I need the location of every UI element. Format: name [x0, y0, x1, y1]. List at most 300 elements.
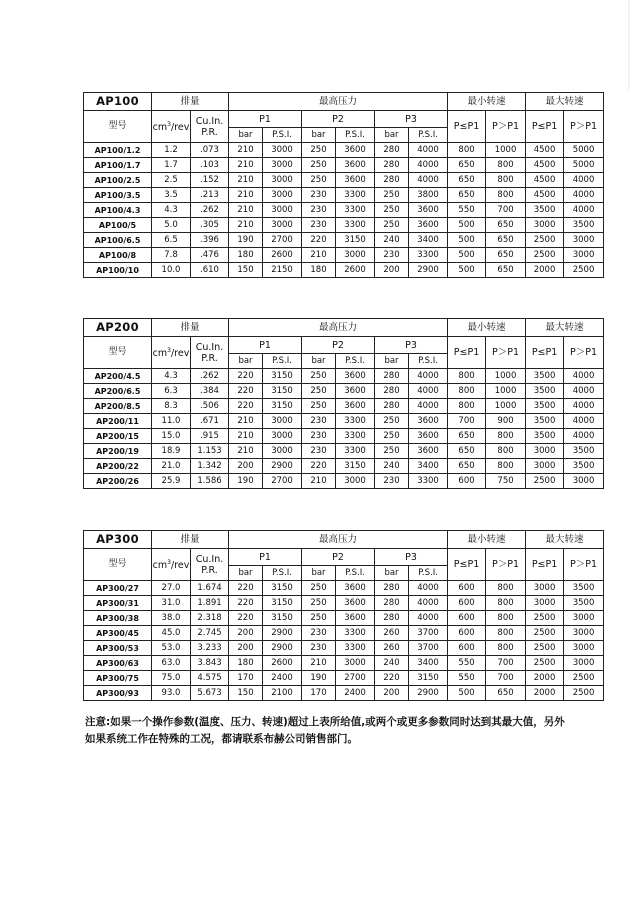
value-cell: 190 [302, 671, 336, 686]
value-cell: 900 [486, 414, 526, 429]
value-cell: 7.8 [152, 248, 191, 263]
value-cell: 250 [302, 158, 336, 173]
value-cell: 3150 [263, 399, 302, 414]
value-cell: 2500 [526, 474, 564, 489]
p2-bar-header: bar [302, 354, 336, 369]
table-row [84, 626, 604, 641]
value-cell: 2150 [263, 263, 302, 278]
table-row [84, 414, 604, 429]
table-row [84, 686, 604, 701]
value-cell: 260 [375, 641, 409, 656]
value-cell: 4500 [526, 173, 564, 188]
value-cell: 3500 [526, 384, 564, 399]
value-cell: 210 [302, 656, 336, 671]
max-speed-header: 最大转速 [526, 93, 604, 111]
value-cell: 2500 [526, 611, 564, 626]
value-cell: 250 [302, 369, 336, 384]
value-cell: 3000 [526, 444, 564, 459]
value-cell: 200 [229, 626, 263, 641]
value-cell: 250 [302, 399, 336, 414]
cuin-header: Cu.In. P.R. [191, 111, 229, 143]
table-row [84, 656, 604, 671]
value-cell: 260 [375, 626, 409, 641]
model-cell: AP200/26 [84, 474, 152, 489]
value-cell: .476 [191, 248, 229, 263]
table-row [84, 203, 604, 218]
value-cell: 3000 [564, 474, 604, 489]
value-cell: 550 [448, 203, 486, 218]
p3-bar-header: bar [375, 128, 409, 143]
p3-psi-header: P.S.I. [409, 354, 448, 369]
value-cell: 240 [375, 656, 409, 671]
model-cell: AP200/15 [84, 429, 152, 444]
value-cell: 4000 [564, 399, 604, 414]
table-row [84, 173, 604, 188]
value-cell: 240 [375, 233, 409, 248]
value-cell: 800 [448, 143, 486, 158]
value-cell: 800 [486, 581, 526, 596]
value-cell: 650 [486, 686, 526, 701]
p2-header: P2 [302, 549, 375, 566]
value-cell: 3000 [526, 581, 564, 596]
value-cell: 4.575 [191, 671, 229, 686]
value-cell: 2700 [263, 474, 302, 489]
value-cell: 800 [486, 444, 526, 459]
value-cell: 210 [229, 414, 263, 429]
table-row [84, 671, 604, 686]
value-cell: 230 [302, 429, 336, 444]
value-cell: 3300 [336, 188, 375, 203]
table-row [84, 248, 604, 263]
model-cell: AP300/31 [84, 596, 152, 611]
value-cell: 3000 [263, 203, 302, 218]
value-cell: .396 [191, 233, 229, 248]
value-cell: 3000 [564, 611, 604, 626]
p1-psi-header: P.S.I. [263, 128, 302, 143]
value-cell: 230 [302, 188, 336, 203]
p2-psi-header: P.S.I. [336, 566, 375, 581]
value-cell: 1000 [486, 399, 526, 414]
series-title: AP100 [84, 93, 152, 111]
max-speed-gt-p1: P＞P1 [564, 111, 604, 143]
value-cell: 4000 [409, 581, 448, 596]
model-cell: AP200/4.5 [84, 369, 152, 384]
value-cell: 3000 [564, 248, 604, 263]
model-cell: AP300/38 [84, 611, 152, 626]
value-cell: 3150 [409, 671, 448, 686]
value-cell: .262 [191, 203, 229, 218]
p1-bar-header: bar [229, 566, 263, 581]
value-cell: .384 [191, 384, 229, 399]
value-cell: 3300 [336, 429, 375, 444]
value-cell: 3150 [336, 459, 375, 474]
value-cell: 250 [302, 173, 336, 188]
value-cell: 700 [486, 656, 526, 671]
value-cell: 3600 [336, 399, 375, 414]
value-cell: 4000 [409, 369, 448, 384]
value-cell: 3300 [336, 218, 375, 233]
value-cell: 500 [448, 263, 486, 278]
min-speed-header: 最小转速 [448, 93, 526, 111]
table-row [84, 188, 604, 203]
value-cell: 150 [229, 686, 263, 701]
value-cell: 3000 [263, 414, 302, 429]
model-cell: AP300/27 [84, 581, 152, 596]
value-cell: 3150 [263, 596, 302, 611]
table-row [84, 611, 604, 626]
value-cell: 6.3 [152, 384, 191, 399]
value-cell: 280 [375, 384, 409, 399]
value-cell: 2500 [526, 248, 564, 263]
value-cell: 5000 [564, 158, 604, 173]
value-cell: .152 [191, 173, 229, 188]
value-cell: 2000 [526, 671, 564, 686]
value-cell: 1.586 [191, 474, 229, 489]
value-cell: 600 [448, 581, 486, 596]
value-cell: 250 [302, 581, 336, 596]
value-cell: 3000 [564, 233, 604, 248]
value-cell: 3000 [336, 248, 375, 263]
table-row [84, 158, 604, 173]
value-cell: 650 [486, 233, 526, 248]
value-cell: .305 [191, 218, 229, 233]
value-cell: .506 [191, 399, 229, 414]
value-cell: 2500 [564, 686, 604, 701]
value-cell: 2.745 [191, 626, 229, 641]
value-cell: 2500 [526, 233, 564, 248]
value-cell: 2400 [263, 671, 302, 686]
value-cell: 600 [448, 641, 486, 656]
value-cell: 800 [486, 173, 526, 188]
value-cell: 230 [302, 626, 336, 641]
value-cell: 650 [486, 218, 526, 233]
value-cell: 250 [375, 218, 409, 233]
max-speed-le-p1: P≤P1 [526, 549, 564, 581]
value-cell: 45.0 [152, 626, 191, 641]
table-row [84, 444, 604, 459]
value-cell: 2000 [526, 686, 564, 701]
value-cell: 180 [302, 263, 336, 278]
max-speed-gt-p1: P＞P1 [564, 549, 604, 581]
table-row [84, 596, 604, 611]
p2-header: P2 [302, 111, 375, 128]
value-cell: 1.2 [152, 143, 191, 158]
value-cell: 210 [302, 248, 336, 263]
value-cell: 6.5 [152, 233, 191, 248]
value-cell: 4.3 [152, 203, 191, 218]
value-cell: 4000 [409, 173, 448, 188]
value-cell: 3300 [336, 641, 375, 656]
value-cell: 2100 [263, 686, 302, 701]
value-cell: 3150 [263, 581, 302, 596]
spec-table-ap300 [83, 530, 604, 701]
max-pressure-header: 最高压力 [229, 93, 448, 111]
value-cell: 3.233 [191, 641, 229, 656]
value-cell: 230 [302, 414, 336, 429]
value-cell: 230 [375, 474, 409, 489]
value-cell: 2.5 [152, 173, 191, 188]
value-cell: 63.0 [152, 656, 191, 671]
value-cell: 27.0 [152, 581, 191, 596]
value-cell: 800 [486, 158, 526, 173]
value-cell: .103 [191, 158, 229, 173]
model-cell: AP300/53 [84, 641, 152, 656]
value-cell: 650 [448, 188, 486, 203]
value-cell: 4500 [526, 188, 564, 203]
value-cell: 21.0 [152, 459, 191, 474]
max-speed-header: 最大转速 [526, 531, 604, 549]
value-cell: 2900 [409, 263, 448, 278]
p2-bar-header: bar [302, 128, 336, 143]
value-cell: 250 [375, 188, 409, 203]
max-speed-le-p1: P≤P1 [526, 111, 564, 143]
cuin-header: Cu.In. P.R. [191, 549, 229, 581]
value-cell: 210 [302, 474, 336, 489]
value-cell: 280 [375, 158, 409, 173]
p1-bar-header: bar [229, 128, 263, 143]
value-cell: 2600 [263, 248, 302, 263]
value-cell: .915 [191, 429, 229, 444]
table-row [84, 384, 604, 399]
value-cell: 800 [486, 188, 526, 203]
value-cell: 3500 [526, 414, 564, 429]
displacement-header: 排量 [152, 531, 229, 549]
value-cell: 3300 [336, 626, 375, 641]
value-cell: 11.0 [152, 414, 191, 429]
value-cell: 38.0 [152, 611, 191, 626]
value-cell: 200 [229, 459, 263, 474]
table-row [84, 429, 604, 444]
value-cell: .671 [191, 414, 229, 429]
value-cell: 1000 [486, 384, 526, 399]
value-cell: 4000 [409, 611, 448, 626]
value-cell: 650 [486, 263, 526, 278]
value-cell: 1.342 [191, 459, 229, 474]
value-cell: 220 [229, 399, 263, 414]
p2-psi-header: P.S.I. [336, 354, 375, 369]
value-cell: 2500 [564, 263, 604, 278]
value-cell: 4000 [564, 384, 604, 399]
value-cell: 3500 [526, 203, 564, 218]
table-row [84, 641, 604, 656]
value-cell: 3150 [336, 233, 375, 248]
value-cell: 250 [375, 429, 409, 444]
value-cell: 650 [448, 158, 486, 173]
value-cell: 200 [229, 641, 263, 656]
value-cell: 210 [229, 158, 263, 173]
model-cell: AP200/19 [84, 444, 152, 459]
value-cell: 3600 [336, 173, 375, 188]
p1-psi-header: P.S.I. [263, 566, 302, 581]
value-cell: 3000 [564, 626, 604, 641]
model-cell: AP100/1.7 [84, 158, 152, 173]
value-cell: 75.0 [152, 671, 191, 686]
model-cell: AP100/8 [84, 248, 152, 263]
value-cell: 3000 [263, 429, 302, 444]
value-cell: 250 [302, 596, 336, 611]
min-speed-le-p1: P≤P1 [448, 337, 486, 369]
value-cell: 3300 [336, 414, 375, 429]
value-cell: 210 [229, 429, 263, 444]
value-cell: 800 [486, 596, 526, 611]
value-cell: 500 [448, 218, 486, 233]
value-cell: 230 [302, 444, 336, 459]
value-cell: 230 [302, 641, 336, 656]
value-cell: 1.674 [191, 581, 229, 596]
value-cell: 3000 [336, 656, 375, 671]
value-cell: 250 [302, 143, 336, 158]
p3-header: P3 [375, 549, 448, 566]
value-cell: 2000 [526, 263, 564, 278]
value-cell: .073 [191, 143, 229, 158]
value-cell: 4000 [564, 188, 604, 203]
model-cell: AP300/93 [84, 686, 152, 701]
value-cell: 3500 [564, 218, 604, 233]
value-cell: 4000 [564, 173, 604, 188]
value-cell: 280 [375, 581, 409, 596]
table-row [84, 399, 604, 414]
value-cell: 3400 [409, 459, 448, 474]
value-cell: 3600 [336, 369, 375, 384]
series-title: AP200 [84, 319, 152, 337]
value-cell: 53.0 [152, 641, 191, 656]
value-cell: 3000 [564, 641, 604, 656]
displacement-header: 排量 [152, 93, 229, 111]
model-header: 型号 [84, 337, 152, 369]
p2-header: P2 [302, 337, 375, 354]
value-cell: 2500 [564, 671, 604, 686]
value-cell: 2500 [526, 656, 564, 671]
value-cell: 18.9 [152, 444, 191, 459]
model-cell: AP200/22 [84, 459, 152, 474]
model-header: 型号 [84, 111, 152, 143]
value-cell: 500 [448, 248, 486, 263]
model-cell: AP300/63 [84, 656, 152, 671]
value-cell: 3300 [409, 248, 448, 263]
value-cell: 200 [375, 263, 409, 278]
p3-bar-header: bar [375, 354, 409, 369]
value-cell: 180 [229, 248, 263, 263]
value-cell: 500 [448, 686, 486, 701]
value-cell: 280 [375, 596, 409, 611]
value-cell: 220 [229, 384, 263, 399]
value-cell: 800 [486, 459, 526, 474]
value-cell: 3000 [263, 188, 302, 203]
value-cell: 550 [448, 671, 486, 686]
value-cell: 2700 [336, 671, 375, 686]
value-cell: 31.0 [152, 596, 191, 611]
model-cell: AP300/45 [84, 626, 152, 641]
p1-header: P1 [229, 111, 302, 128]
value-cell: 250 [375, 203, 409, 218]
min-speed-header: 最小转速 [448, 319, 526, 337]
cm3-header: $cm^3$/rev [152, 111, 191, 143]
cm3-header: $cm^3$/rev [152, 337, 191, 369]
spec-table-ap100 [83, 92, 604, 278]
value-cell: 170 [229, 671, 263, 686]
value-cell: 800 [486, 611, 526, 626]
value-cell: 4000 [409, 143, 448, 158]
value-cell: 4000 [564, 429, 604, 444]
value-cell: 3000 [263, 158, 302, 173]
min-speed-le-p1: P≤P1 [448, 111, 486, 143]
value-cell: 3600 [409, 444, 448, 459]
value-cell: 3000 [263, 218, 302, 233]
value-cell: 4000 [409, 596, 448, 611]
value-cell: 600 [448, 626, 486, 641]
page-edge-shadow [628, 0, 630, 90]
cm3-header: $cm^3$/rev [152, 549, 191, 581]
p3-header: P3 [375, 337, 448, 354]
value-cell: 210 [229, 203, 263, 218]
value-cell: .213 [191, 188, 229, 203]
value-cell: 3150 [263, 369, 302, 384]
table-row [84, 143, 604, 158]
value-cell: 3600 [336, 384, 375, 399]
value-cell: 3600 [336, 158, 375, 173]
value-cell: 15.0 [152, 429, 191, 444]
table-row [84, 233, 604, 248]
value-cell: 2900 [263, 626, 302, 641]
value-cell: 700 [486, 671, 526, 686]
value-cell: 3600 [409, 203, 448, 218]
value-cell: 3700 [409, 626, 448, 641]
value-cell: 650 [486, 248, 526, 263]
value-cell: 230 [375, 248, 409, 263]
value-cell: 250 [302, 384, 336, 399]
note-line-1: 注意:如果一个操作参数(温度、压力、转速)超过上表所给值,或两个或更多参数同时达到其最大值，另外 [85, 716, 565, 728]
value-cell: 250 [375, 444, 409, 459]
value-cell: 230 [302, 218, 336, 233]
value-cell: 280 [375, 369, 409, 384]
value-cell: 3400 [409, 656, 448, 671]
value-cell: 240 [375, 459, 409, 474]
value-cell: 3000 [526, 596, 564, 611]
value-cell: 4.3 [152, 369, 191, 384]
value-cell: 220 [229, 596, 263, 611]
value-cell: 280 [375, 399, 409, 414]
spec-table-ap200 [83, 318, 604, 489]
value-cell: 1000 [486, 369, 526, 384]
value-cell: 210 [229, 188, 263, 203]
max-pressure-header: 最高压力 [229, 531, 448, 549]
value-cell: 150 [229, 263, 263, 278]
p2-psi-header: P.S.I. [336, 128, 375, 143]
value-cell: 210 [229, 173, 263, 188]
value-cell: 230 [302, 203, 336, 218]
model-cell: AP100/4.3 [84, 203, 152, 218]
value-cell: 3.5 [152, 188, 191, 203]
min-speed-gt-p1: P＞P1 [486, 549, 526, 581]
value-cell: 10.0 [152, 263, 191, 278]
value-cell: 2900 [263, 641, 302, 656]
value-cell: 220 [229, 581, 263, 596]
value-cell: 3300 [336, 444, 375, 459]
value-cell: 650 [448, 444, 486, 459]
table-row [84, 218, 604, 233]
value-cell: 210 [229, 218, 263, 233]
value-cell: 3600 [336, 581, 375, 596]
value-cell: 3000 [564, 656, 604, 671]
min-speed-le-p1: P≤P1 [448, 549, 486, 581]
p1-psi-header: P.S.I. [263, 354, 302, 369]
model-cell: AP300/75 [84, 671, 152, 686]
model-cell: AP100/2.5 [84, 173, 152, 188]
value-cell: 3150 [263, 384, 302, 399]
value-cell: 2600 [336, 263, 375, 278]
model-cell: AP100/1.2 [84, 143, 152, 158]
value-cell: 190 [229, 233, 263, 248]
